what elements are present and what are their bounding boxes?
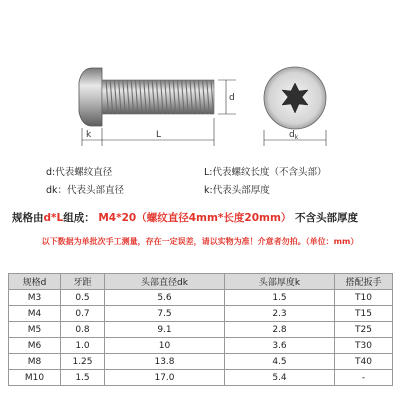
legend-dk: dk：代表头部直径 xyxy=(46,185,125,196)
table-cell: 17.0 xyxy=(105,370,225,386)
table-cell: 0.8 xyxy=(61,322,105,338)
label-dk: $d_k$ xyxy=(289,130,299,141)
table-cell: T30 xyxy=(335,338,393,354)
table-cell: 1.25 xyxy=(61,354,105,370)
table-row xyxy=(9,290,393,306)
table-cell: 5.4 xyxy=(225,370,335,386)
table-cell: 5.6 xyxy=(105,290,225,306)
table-row xyxy=(9,322,393,338)
spec-suffix: 不含头部厚度 xyxy=(295,212,359,224)
table-cell: M4 xyxy=(9,306,61,322)
table-cell: 10 xyxy=(105,338,225,354)
spec-example: M4*20（螺纹直径4mm*长度20mm） xyxy=(98,212,292,224)
screw-top-view xyxy=(264,67,326,146)
label-d-side: d xyxy=(229,93,235,103)
table-cell: T10 xyxy=(335,290,393,306)
table-cell: M6 xyxy=(9,338,61,354)
table-cell: 7.5 xyxy=(105,306,225,322)
legend-L: L:代表螺纹长度（不含头部） xyxy=(204,167,327,178)
table-row xyxy=(9,354,393,370)
label-k: k xyxy=(86,130,92,140)
label-L: L xyxy=(156,130,162,140)
spec-dl: d*L xyxy=(43,212,64,224)
header-head-diameter: 头部直径dk xyxy=(105,274,225,290)
table-cell: M3 xyxy=(9,290,61,306)
table-cell: 2.3 xyxy=(225,306,335,322)
header-size: 规格d xyxy=(9,274,61,290)
header-pitch: 牙距 xyxy=(61,274,105,290)
table-cell: T25 xyxy=(335,322,393,338)
header-wrench: 搭配扳手 xyxy=(335,274,393,290)
table-cell: - xyxy=(335,370,393,386)
table-cell: 3.6 xyxy=(225,338,335,354)
table-cell: 2.8 xyxy=(225,322,335,338)
table-cell: 4.5 xyxy=(225,354,335,370)
table-cell: 13.8 xyxy=(105,354,225,370)
legend-d: d:代表螺纹直径 xyxy=(46,167,113,178)
legend-k: k:代表头部厚度 xyxy=(204,185,270,196)
table-cell: 0.5 xyxy=(61,290,105,306)
table-header-row xyxy=(9,274,393,290)
table-cell: 1.5 xyxy=(225,290,335,306)
table-row xyxy=(9,338,393,354)
spec-table xyxy=(8,273,393,386)
screw-diagram xyxy=(0,0,400,160)
table-row xyxy=(9,306,393,322)
table-cell: 0.7 xyxy=(61,306,105,322)
table-cell: T40 xyxy=(335,354,393,370)
table-cell: 9.1 xyxy=(105,322,225,338)
table-cell: M8 xyxy=(9,354,61,370)
spec-prefix: 规格由 xyxy=(12,212,44,224)
table-cell: 1.0 xyxy=(61,338,105,354)
header-head-thickness: 头部厚度k xyxy=(225,274,335,290)
spec-line: 规格由d*L组成： M4*20（螺纹直径4mm*长度20mm） 不含头部厚度 xyxy=(12,212,359,224)
spec-mid: 组成 xyxy=(63,212,85,224)
table-cell: T15 xyxy=(335,306,393,322)
measurement-notice: 以下数据为单批次手工测量，存在一定误差，请以实物为准！介意者勿拍。（单位：mm） xyxy=(41,237,359,246)
screw-side-view xyxy=(79,68,236,146)
table-cell: M10 xyxy=(9,370,61,386)
table-row xyxy=(9,370,393,386)
table-cell: 1.5 xyxy=(61,370,105,386)
table-cell: M5 xyxy=(9,322,61,338)
